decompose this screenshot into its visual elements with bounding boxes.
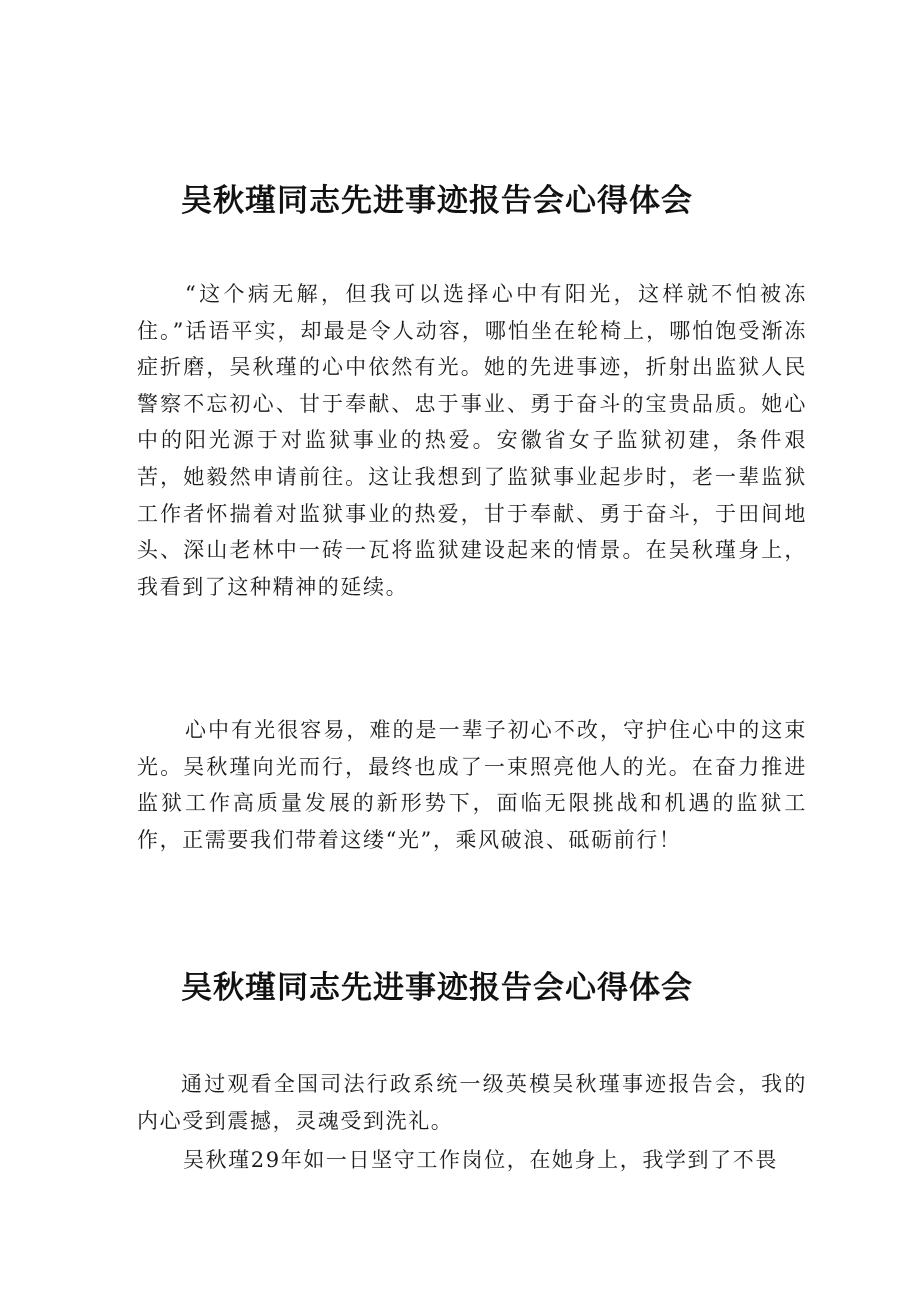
article-paragraph: 吴秋瑾29年如一日坚守工作岗位，在她身上，我学到了不畏 [183,1148,778,1172]
article-paragraph: “这个病无解，但我可以选择心中有阳光，这样就不怕被冻住。”话语平实，却最是令人动容，哪怕坐在轮椅上，哪怕饱受渐冻症折磨，吴秋瑾的心中依然有光。她的先进事迹，折射出监狱人民警察不忘初心、甘于奉献、忠于事业、勇于奋斗的宝贵品质。她心中的阳光源于对监狱事业的热爱。安徽省女子监狱初建，条件艰苦，她毅然申请前往。这让我想到了监狱事业起步时，老一辈监狱工作者怀揣着对监狱事业的热爱，甘于奉献、勇于奋斗，于田间地头、深山老林中一砖一瓦将监狱建设起来的情景。在吴秋瑾身上，我看到了这种精神的延续。 [137,282,807,599]
article-paragraph: 心中有光很容易，难的是一辈子初心不改，守护住心中的这束光。吴秋瑾向光而行，最终也成了一束照亮他人的光。在奋力推进监狱工作高质量发展的新形势下，面临无限挑战和机遇的监狱工作，正需要我们带着这缕“光”，乘风破浪、砥砺前行！ [137,718,807,852]
article-title: 吴秋瑾同志先进事迹报告会心得体会 [181,183,693,219]
article-title: 吴秋瑾同志先进事迹报告会心得体会 [181,970,693,1006]
article-paragraph: 通过观看全国司法行政系统一级英模吴秋瑾事迹报告会，我的内心受到震撼，灵魂受到洗礼。 [137,1072,807,1133]
